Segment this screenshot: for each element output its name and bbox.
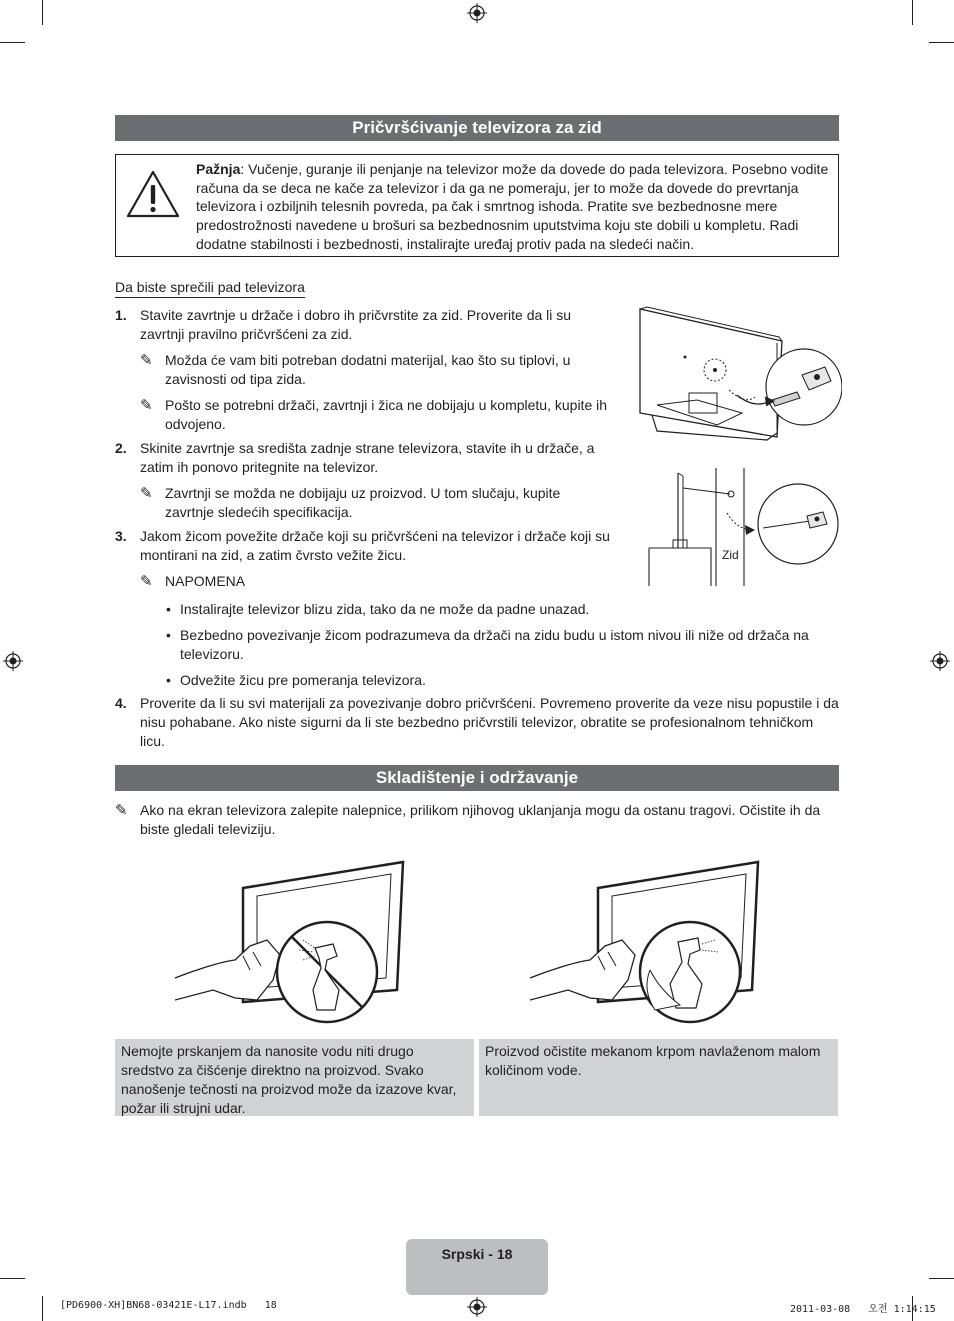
- note-text: Možda će vam biti potreban dodatni materijal, kao što su tiplovi, u zavisnosti od tipa zida.: [165, 352, 571, 387]
- warning-text: [196, 160, 832, 254]
- bullet-text: Bezbedno povezivanje žicom podrazumeva da držači na zidu budu u istom nivou ili niže od držača na televizoru.: [180, 627, 809, 662]
- crop-mark: [912, 0, 913, 25]
- note-icon: ✎: [140, 485, 153, 502]
- file-info: [PD6900-XH]BN68-03421E-L17.indb 18: [60, 1300, 277, 1311]
- caption-correct: [479, 1039, 838, 1116]
- subheading-prevent-fall: Da biste sprečili pad televizora: [115, 278, 305, 298]
- registration-mark-icon: [3, 651, 23, 671]
- registration-mark-icon: [467, 1297, 487, 1317]
- warning-box: [115, 154, 839, 257]
- note-icon: ✎: [115, 802, 128, 819]
- note-text: Pošto se potrebni držači, zavrtnji i žica ne dobijaju u kompletu, kupite ih odvojeno.: [165, 397, 608, 432]
- crop-mark: [0, 1278, 25, 1279]
- crop-mark: [42, 0, 43, 25]
- caption-prohibited-text: Nemojte prskanjem da nanosite vodu niti drugo sredstvo za čišćenje direktno na proizvod. Svako nanošenje tečnosti na proizvod može da izazove kvar, požar ili strujni udar.: [121, 1043, 457, 1116]
- crop-mark: [929, 42, 954, 43]
- section-title-wall-mount: Pričvršćivanje televizora za zid: [115, 115, 839, 141]
- bullet-text: Instalirajte televizor blizu zida, tako da ne može da padne unazad.: [180, 601, 590, 617]
- bullet-glyph: •: [166, 672, 171, 688]
- page-number: Srpski - 18: [441, 1246, 513, 1262]
- step-text: Proverite da li su svi materijali za povezivanje dobro pričvršćeni. Povremeno proverite da veze nisu popustile i da nisu pohabane. Ako niste sigurni da li ste bezbedno pričvrstili televizor, obratite se profesionalnom tehničkom licu.: [140, 695, 839, 749]
- note-text: Zavrtnji se možda ne dobijaju uz proizvod. U tom slučaju, kupite zavrtnje sledećih specifikacija.: [165, 485, 561, 520]
- warning-triangle-icon: [125, 169, 181, 219]
- wall-label: Zid: [722, 548, 739, 562]
- step-number: 1.: [115, 307, 127, 323]
- note-icon: ✎: [140, 352, 153, 369]
- bullet-text: Odvežite žicu pre pomeranja televizora.: [180, 672, 426, 688]
- note-label-napomena: NAPOMENA: [165, 573, 246, 589]
- registration-mark-icon: [930, 651, 950, 671]
- crop-mark: [42, 1296, 43, 1321]
- cleaning-cloth-correct-illustration: [530, 860, 765, 1030]
- crop-mark: [0, 42, 25, 43]
- tv-back-bracket-illustration: [637, 305, 842, 445]
- caption-prohibited: [115, 1039, 474, 1116]
- section-title-storage-maintenance: Skladištenje i održavanje: [115, 765, 839, 791]
- warning-body: : Vučenje, guranje ili penjanje na televizor može da dovede do pada televizora. Posebno vodite računa da se deca ne kače za televizor i da ga ne pomeraju, jer to može da dovede do prevrtanja televizora i ozbiljnih telesnih povreda, pa čak i smrtnog ishoda. Pratite sve bezbednosne mere predostrožnosti navedene u brošuri sa bezbednosnim uputstvima koju ste dobili u kompletu. Radi dodatne stabilnosti i bezbednosti, instalirajte uređaj protiv pada na sledeći način.: [196, 161, 829, 252]
- step-number: 2.: [115, 440, 127, 456]
- caption-correct-text: Proizvod očistite mekanom krpom navlaženom malom količinom vode.: [485, 1043, 821, 1078]
- cleaning-spray-prohibited-illustration: [175, 860, 410, 1030]
- step-text: Stavite zavrtnje u držače i dobro ih pričvrstite za zid. Proverite da li su zavrtnji pravilno pričvršćeni za zid.: [140, 307, 572, 342]
- page-number-tab: [406, 1239, 548, 1295]
- registration-mark-icon: [467, 3, 487, 23]
- date-info: 2011-03-08 오전 1:14:15: [790, 1304, 936, 1315]
- bullet-glyph: •: [166, 627, 171, 643]
- warning-label: Pažnja: [196, 161, 241, 177]
- crop-mark: [929, 1278, 954, 1279]
- bullet-glyph: •: [166, 601, 171, 617]
- step-text: Jakom žicom povežite držače koji su pričvršćeni na televizor i držače koji su montirani na zid, a zatim čvrsto vežite žicu.: [140, 528, 610, 563]
- step-number: 3.: [115, 528, 127, 544]
- note-icon: ✎: [140, 573, 153, 590]
- note-icon: ✎: [140, 397, 153, 414]
- step-number: 4.: [115, 695, 127, 711]
- step-text: Skinite zavrtnje sa središta zadnje strane televizora, stavite ih u držače, a zatim ih ponovo pritegnite na televizor.: [140, 440, 595, 475]
- storage-note-text: Ako na ekran televizora zalepite nalepnice, prilikom njihovog uklanjanja mogu da ostanu tragovi. Očistite ih da biste gledali televiziju.: [140, 802, 821, 837]
- tv-wall-wire-illustration: [645, 468, 840, 588]
